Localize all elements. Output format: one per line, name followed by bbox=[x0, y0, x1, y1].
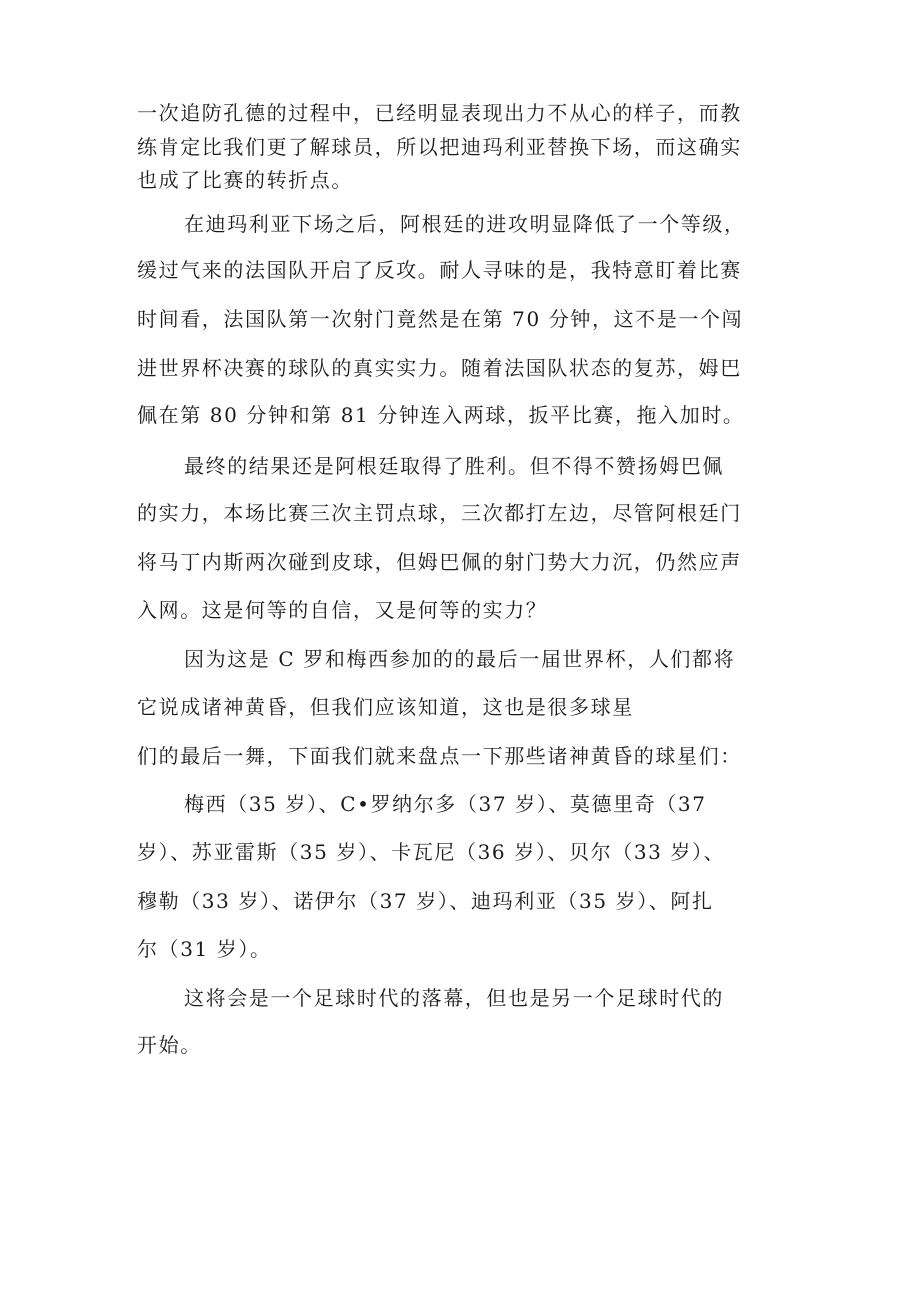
text-line-15: 们的最后一舞，下面我们就来盘点一下那些诸神黄昏的球星们： bbox=[137, 744, 742, 768]
text-line-5: 缓过气来的法国队开启了反攻。耐人寻味的是，我特意盯着比赛 bbox=[137, 258, 742, 282]
text-line-10: 的实力，本场比赛三次主罚点球，三次都打左边，尽管阿根廷门 bbox=[137, 501, 742, 525]
text-line-14: 它说成诸神黄昏，但我们应该知道，这也是很多球星 bbox=[137, 695, 634, 719]
text-line-17: 岁）、苏亚雷斯（35 岁）、卡瓦尼（36 岁）、贝尔（33 岁）、 bbox=[137, 840, 726, 864]
text-line-20: 这将会是一个足球时代的落幕，但也是另一个足球时代的 bbox=[184, 986, 724, 1010]
text-line-4: 在迪玛利亚下场之后，阿根廷的进攻明显降低了一个等级， bbox=[184, 212, 746, 236]
text-line-13: 因为这是 C 罗和梅西参加的的最后一届世界杯，人们都将 bbox=[184, 647, 736, 671]
text-line-9: 最终的结果还是阿根廷取得了胜利。但不得不赞扬姆巴佩 bbox=[184, 454, 724, 478]
text-line-6: 时间看，法国队第一次射门竟然是在第 70 分钟，这不是一个闯 bbox=[137, 307, 744, 331]
text-line-1: 一次追防孔德的过程中，已经明显表现出力不从心的样子，而教 bbox=[137, 101, 742, 125]
text-line-8: 佩在第 80 分钟和第 81 分钟连入两球，扳平比赛，拖入加时。 bbox=[137, 403, 745, 427]
text-line-11: 将马丁内斯两次碰到皮球，但姆巴佩的射门势大力沉，仍然应声 bbox=[137, 550, 742, 574]
text-line-19: 尔（31 岁）。 bbox=[137, 937, 272, 961]
text-line-3: 也成了比赛的转折点。 bbox=[137, 168, 353, 192]
text-line-18: 穆勒（33 岁）、诺伊尔（37 岁）、迪玛利亚（35 岁）、阿扎 bbox=[137, 889, 714, 913]
text-line-21: 开始。 bbox=[137, 1033, 202, 1057]
text-line-2: 练肯定比我们更了解球员，所以把迪玛利亚替换下场，而这确实 bbox=[137, 135, 742, 159]
text-line-12: 入网。这是何等的自信，又是何等的实力？ bbox=[137, 598, 548, 622]
text-line-7: 进世界杯决赛的球队的真实实力。随着法国队状态的复苏，姆巴 bbox=[137, 356, 742, 380]
text-line-16: 梅西（35 岁）、C•罗纳尔多（37 岁）、莫德里奇（37 bbox=[184, 792, 707, 816]
